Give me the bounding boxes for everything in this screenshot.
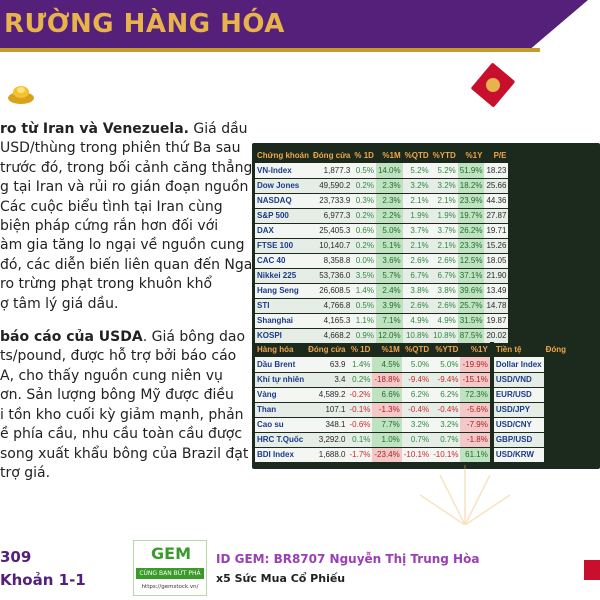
column-header: Hàng hóa (257, 345, 294, 354)
stock-index-table (255, 148, 508, 344)
table-cell: 2.1% (403, 193, 431, 208)
text-line-body: ơn. Sản lượng bông Mỹ được điều (0, 387, 234, 404)
text-line-body: ts/pound, được hỗ trợ bởi báo cáo (0, 348, 237, 365)
table-cell: -0.2% (347, 387, 372, 402)
table-cell: 27.87 (484, 208, 508, 223)
table-cell: 3,292.0 (306, 432, 347, 447)
table-row (255, 417, 568, 432)
table-cell: 3.7% (403, 223, 431, 238)
row-label: GBP/USD (494, 432, 544, 447)
table-cell: 107.1 (306, 402, 347, 417)
table-cell: 10.8% (431, 328, 458, 343)
row-label: HRC T.Quốc (255, 432, 306, 447)
column-header: %1Y (470, 345, 488, 354)
table-cell: 87.5% (458, 328, 485, 343)
table-cell: 6,977.3 (311, 208, 352, 223)
table-row (255, 432, 568, 447)
cotton-paragraph (0, 328, 258, 483)
table-cell: 0.7% (431, 432, 460, 447)
page-title: RƯỜNG HÀNG HÓA (4, 9, 285, 39)
text-line (0, 295, 258, 314)
table-cell: 25.66 (484, 178, 508, 193)
gem-id-line: ID GEM: BR8707 Nguyễn Thị Trung Hòa (216, 552, 480, 566)
table-cell: -9.4% (402, 372, 431, 387)
table-cell: -18.8% (372, 372, 401, 387)
table-cell: -10.1% (431, 447, 460, 462)
table-cell: 1,688.0 (306, 447, 347, 462)
text-line-bold: báo cáo của USDA (0, 329, 143, 346)
table-cell: 5.0% (402, 357, 431, 372)
row-label: Dầu Brent (255, 357, 306, 372)
row-label: USD/CNY (494, 417, 544, 432)
text-line (0, 120, 258, 139)
text-line-body: biện pháp cứng rắn hơn đối với (0, 218, 219, 235)
table-cell: 53,736.0 (311, 268, 352, 283)
text-line-body: Giá dầu (188, 121, 248, 137)
text-line (0, 139, 258, 158)
table-cell: 5.2% (403, 163, 431, 178)
table-row (255, 193, 508, 208)
table-cell: 2.6% (403, 298, 431, 313)
table-cell: 44.36 (484, 193, 508, 208)
table-cell: 23.9% (458, 193, 485, 208)
table-row (255, 357, 568, 372)
table-cell: 0.7% (402, 432, 431, 447)
table-cell: 1.4% (347, 357, 372, 372)
row-label: Dollar Index (494, 357, 544, 372)
table-cell: 1.9% (403, 208, 431, 223)
table-row (255, 313, 508, 328)
table-cell: 0.2% (352, 208, 376, 223)
column-header: % 1D (354, 151, 374, 160)
row-label: USD/VND (494, 372, 544, 387)
text-line-body: đó, các diễn biến liên quan đến Nga (0, 256, 253, 273)
row-label: Than (255, 402, 306, 417)
table-cell: 25,405.3 (311, 223, 352, 238)
text-line (0, 217, 258, 236)
table-cell: 4.9% (431, 313, 458, 328)
table-row (255, 268, 508, 283)
table-cell: 2.1% (431, 193, 458, 208)
table-cell: 10,140.7 (311, 238, 352, 253)
column-header: Chứng khoán (257, 151, 310, 160)
gem-logo-text: GEM (151, 544, 191, 563)
gem-logo-site: https://gemstock.vn/ (141, 584, 199, 590)
table-cell: 72.3% (460, 387, 489, 402)
table-cell: 18.23 (484, 163, 508, 178)
table-cell: 1.1% (352, 313, 376, 328)
row-label: Cao su (255, 417, 306, 432)
table-cell: 3.6% (376, 253, 403, 268)
table-cell: 1.9% (431, 208, 458, 223)
table-cell: 19.7% (458, 208, 485, 223)
footer-account: Khoản 1-1 (0, 571, 86, 589)
table-cell: 0.5% (352, 298, 376, 313)
column-header: % 1D (350, 345, 371, 354)
table-cell: 5.7% (376, 268, 403, 283)
text-line (0, 256, 258, 275)
table-cell: 3.2% (402, 417, 431, 432)
table-cell: 51.9% (458, 163, 485, 178)
table-cell: 3.8% (403, 283, 431, 298)
column-header: %YTD (432, 151, 456, 160)
table-cell: 1.4% (352, 283, 376, 298)
row-label: KOSPI (255, 328, 311, 343)
table-cell: 23,733.9 (311, 193, 352, 208)
text-line (0, 406, 258, 425)
text-line-body: i tồn kho cuối kỳ giảm mạnh, phản (0, 406, 244, 423)
table-cell: 0.2% (352, 178, 376, 193)
row-label: USD/JPY (494, 402, 544, 417)
table-cell: -5.6% (460, 402, 489, 417)
table-cell: 7.7% (372, 417, 401, 432)
table-cell: 2.6% (431, 298, 458, 313)
table-cell: 2.6% (431, 253, 458, 268)
table-cell: 0.6% (352, 223, 376, 238)
table-cell: -15.1% (460, 372, 489, 387)
table-cell: 2.1% (431, 238, 458, 253)
table-cell: 4,668.2 (311, 328, 352, 343)
market-table-panel (252, 143, 600, 469)
table-cell: 8,358.8 (311, 253, 352, 268)
row-label: Dow Jones (255, 178, 311, 193)
table-cell: 3.4 (306, 372, 347, 387)
table-cell: 26,608.5 (311, 283, 352, 298)
gem-logo[interactable] (133, 540, 207, 596)
table-row (255, 253, 508, 268)
table-cell: 4,165.3 (311, 313, 352, 328)
table-cell: 18.05 (484, 253, 508, 268)
table-cell: 6.2% (402, 387, 431, 402)
text-line-body: song xuất khẩu bông của Brazil đạt (0, 445, 249, 462)
corner-decoration (584, 560, 600, 580)
table-cell: 18.2% (458, 178, 485, 193)
row-label: Shanghai (255, 313, 311, 328)
table-cell: 20.02 (484, 328, 508, 343)
table-cell: 3.2% (431, 417, 460, 432)
table-cell: 1,877.3 (311, 163, 352, 178)
table-cell: 2.3% (376, 178, 403, 193)
row-label: EUR/USD (494, 387, 544, 402)
table-cell: 4,589.2 (306, 387, 347, 402)
text-line-body: g tại Iran và rủi ro gián đoạn nguồn (0, 179, 249, 196)
table-cell: 49,590.2 (311, 178, 352, 193)
text-line (0, 347, 258, 366)
row-label: FTSE 100 (255, 238, 311, 253)
table-cell: 7.1% (376, 313, 403, 328)
text-line-bold: ro từ Iran và Venezuela. (0, 121, 189, 137)
table-cell: 0.5% (352, 163, 376, 178)
table-cell: -1.3% (372, 402, 401, 417)
table-cell: -1.7% (347, 447, 372, 462)
table-cell: -10.1% (402, 447, 431, 462)
text-line (0, 328, 258, 347)
column-header: %1Y (465, 151, 483, 160)
column-header: P/E (493, 151, 507, 160)
commodity-table (255, 342, 568, 463)
row-label: USD/KRW (494, 447, 544, 462)
table-cell: 0.9% (352, 328, 376, 343)
table-cell: 2.1% (403, 238, 431, 253)
table-cell: -0.1% (347, 402, 372, 417)
text-line-body: trước đó, trong bối cảnh căng thẳng (0, 159, 253, 176)
row-label: Vàng (255, 387, 306, 402)
table-cell: 3.2% (431, 178, 458, 193)
table-row (255, 298, 508, 313)
table-cell: 5.2% (431, 163, 458, 178)
text-line (0, 178, 258, 197)
table-cell: 6.2% (431, 387, 460, 402)
column-header: %QTD (405, 345, 430, 354)
row-label: STI (255, 298, 311, 313)
text-line-body: USD/thùng trong phiên thứ Ba sau (0, 140, 241, 157)
table-cell: 19.87 (484, 313, 508, 328)
table-cell: 31.5% (458, 313, 485, 328)
table-cell: 37.1% (458, 268, 485, 283)
row-label: Nikkei 225 (255, 268, 311, 283)
column-header: %1M (382, 151, 401, 160)
row-label: NASDAQ (255, 193, 311, 208)
row-label: VN-Index (255, 163, 311, 178)
table-cell: 1.0% (372, 432, 401, 447)
table-cell: 25.7% (458, 298, 485, 313)
table-row (255, 372, 568, 387)
column-header: %1M (381, 345, 400, 354)
table-row (255, 283, 508, 298)
table-cell: 10.8% (403, 328, 431, 343)
table-cell: 12.0% (376, 328, 403, 343)
table-cell: 19.71 (484, 223, 508, 238)
table-cell: -19.9% (460, 357, 489, 372)
table-cell: -23.4% (372, 447, 401, 462)
table-row (255, 328, 508, 343)
table-cell: 0.1% (347, 432, 372, 447)
table-cell: 0.2% (347, 372, 372, 387)
text-line (0, 236, 258, 255)
text-line (0, 386, 258, 405)
red-envelope-icon (468, 62, 518, 108)
table-cell: 0.3% (352, 193, 376, 208)
table-cell: -9.4% (431, 372, 460, 387)
table-row (255, 163, 508, 178)
table-cell: 4.5% (372, 357, 401, 372)
table-cell: 5.1% (376, 238, 403, 253)
table-cell: 0.2% (352, 238, 376, 253)
text-line-body: àm gia tăng lo ngại về nguồn cung (0, 237, 245, 254)
row-label: BDI Index (255, 447, 306, 462)
table-row (255, 387, 568, 402)
table-cell: 4.9% (403, 313, 431, 328)
table-row (255, 223, 508, 238)
table-cell: 4,766.8 (311, 298, 352, 313)
article-body (0, 120, 258, 483)
header-accent-line (0, 48, 540, 52)
text-line-body: ề phía cầu, nhu cầu toàn cầu được (0, 426, 243, 443)
table-cell: 5.0% (431, 357, 460, 372)
gem-logo-slogan: CÙNG BẠN BỨT PHÁ (136, 568, 204, 579)
column-header: Đóng (545, 345, 567, 354)
text-line (0, 275, 258, 294)
table-cell: 14.78 (484, 298, 508, 313)
text-line-body: trợ giá. (0, 464, 51, 481)
text-line (0, 367, 258, 386)
table-cell: -7.9% (460, 417, 489, 432)
gold-ingot-icon (6, 80, 36, 106)
text-line-body: Các cuộc biểu tình tại Iran cùng (0, 198, 223, 215)
text-line (0, 445, 258, 464)
column-header: Đóng cửa (313, 151, 351, 160)
table-cell: 3.8% (431, 283, 458, 298)
table-cell: 63.9 (306, 357, 347, 372)
text-line-body: ro trừng phạt trong khuôn khổ (0, 276, 213, 293)
table-cell: 2.3% (376, 193, 403, 208)
row-label: S&P 500 (255, 208, 311, 223)
table-cell: 5.0% (376, 223, 403, 238)
table-cell: 6.6% (372, 387, 401, 402)
text-line (0, 159, 258, 178)
text-line (0, 425, 258, 444)
table-cell: -0.4% (431, 402, 460, 417)
table-cell: 3.2% (403, 178, 431, 193)
table-cell: -1.8% (460, 432, 489, 447)
text-line-body: A, cho thấy nguồn cung niên vụ (0, 367, 223, 384)
table-row (255, 178, 508, 193)
firework-decoration (400, 455, 530, 525)
table-cell: 0.0% (352, 253, 376, 268)
table-cell: 21.90 (484, 268, 508, 283)
table-cell: -0.4% (402, 402, 431, 417)
table-cell: 12.5% (458, 253, 485, 268)
oil-paragraph (0, 120, 258, 314)
table-cell: 6.7% (403, 268, 431, 283)
table-cell: 15.26 (484, 238, 508, 253)
table-cell: 3.7% (431, 223, 458, 238)
table-cell: 23.3% (458, 238, 485, 253)
column-header: Đóng cửa (308, 345, 346, 354)
table-cell: 348.1 (306, 417, 347, 432)
column-header: %YTD (435, 345, 459, 354)
table-cell: 2.2% (376, 208, 403, 223)
table-cell: 2.6% (403, 253, 431, 268)
table-row (255, 402, 568, 417)
text-line-body: . Giá bông dao (142, 329, 246, 346)
column-header: %QTD (404, 151, 429, 160)
table-cell: 3.5% (352, 268, 376, 283)
table-row (255, 238, 508, 253)
gem-promo-line: x5 Sức Mua Cổ Phiếu (216, 572, 346, 585)
row-label: Khí tự nhiên (255, 372, 306, 387)
text-line (0, 198, 258, 217)
table-cell: 6.7% (431, 268, 458, 283)
table-cell: -0.6% (347, 417, 372, 432)
text-line-body: ợ tâm lý giá dầu. (0, 295, 119, 312)
row-label: DAX (255, 223, 311, 238)
table-cell: 3.9% (376, 298, 403, 313)
column-header: Tiền tệ (495, 345, 522, 354)
row-label: Hang Seng (255, 283, 311, 298)
row-label: CAC 40 (255, 253, 311, 268)
table-cell: 2.4% (376, 283, 403, 298)
table-cell: 13.49 (484, 283, 508, 298)
footer-code: 309 (0, 548, 32, 566)
table-cell: 39.6% (458, 283, 485, 298)
table-cell: 61.1% (460, 447, 489, 462)
text-line (0, 464, 258, 483)
table-cell: 14.0% (376, 163, 403, 178)
table-row (255, 208, 508, 223)
table-cell: 26.2% (458, 223, 485, 238)
